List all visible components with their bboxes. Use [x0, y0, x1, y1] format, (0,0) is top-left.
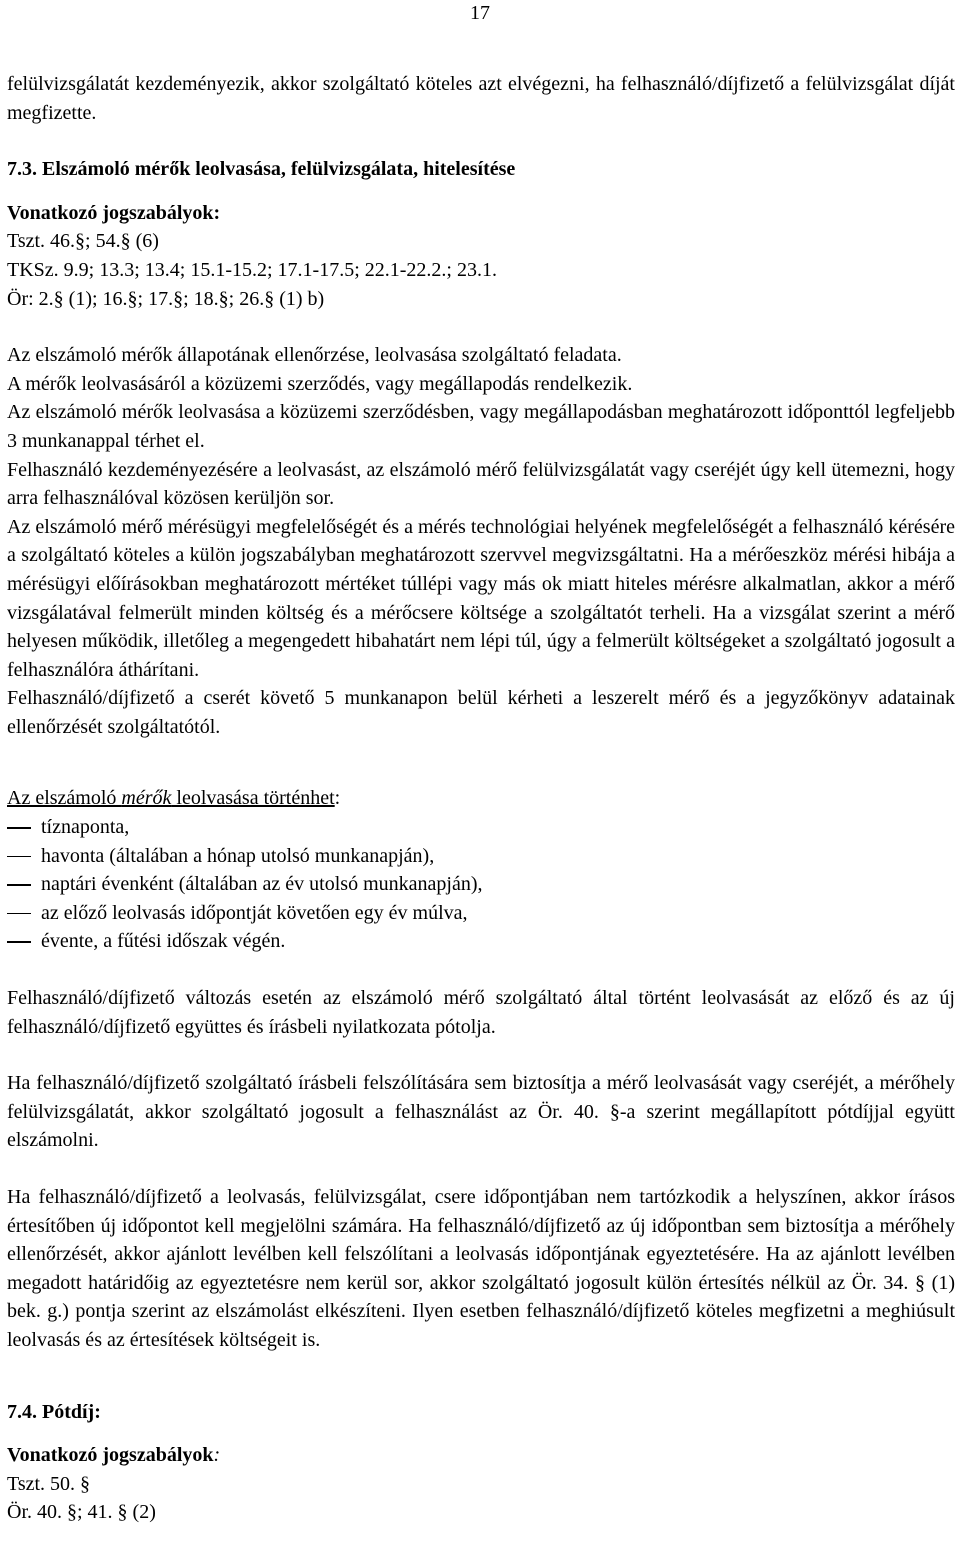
paragraph: Az elszámoló mérők állapotának ellenőrzése, leolvasása szolgáltató feladata.	[7, 344, 622, 367]
dash-bullet-icon	[7, 941, 31, 943]
list-item-text: naptári évenként (általában az év utolsó munkanapján),	[41, 873, 483, 896]
list-item-text: évente, a fűtési időszak végén.	[41, 930, 286, 953]
paragraph: Az elszámoló mérő mérésügyi megfelelőségét és a mérés technológiai helyének megfelelőségét a felhasználó kérésére a szolgáltató köteles a külön jogszabályban meghatározott szervvel megvizsgáltatni. Ha a mérőeszköz mérési hibája a mérésügyi előírásokban meghatározott mértéket túllépi vagy más ok miatt hiteles mérésre alkalmatlan, akkor a mérő vizsgálatával felmerült minden költség és a mérőcsere költsége a szolgáltatót terheli. Ha a vizsgálat szerint a mérő helyesen működik, illetőleg a megengedett hibahatárt nem lépi túl, úgy a felmerült költségeket a szolgáltató jogosult a felhasználóra áthárítani.	[7, 515, 955, 681]
paragraph: Ha felhasználó/díjfizető szolgáltató írásbeli felszólítására sem biztosítja a mérő leolvasását vagy cseréjét, a mérőhely felülvizsgálatát, akkor szolgáltató jogosult a felhasználást az Ör. 40. §-a szerint megállapított pótdíjjal együtt elszámolni.	[7, 1072, 955, 1152]
dash-bullet-icon	[7, 827, 31, 829]
laws-heading: Vonatkozó jogszabályok:	[7, 201, 221, 224]
paragraph: Felhasználó/díjfizető a cserét követő 5 munkanapon belül kérheti a leszerelt mérő és a jegyzőkönyv adatainak ellenőrzését szolgáltatótól.	[7, 687, 955, 738]
list-item	[7, 842, 955, 871]
section-7-3-heading: 7.3. Elszámoló mérők leolvasása, felülvizsgálata, hitelesítése	[7, 158, 516, 181]
page-number: 17	[470, 2, 490, 24]
laws-heading	[7, 1441, 955, 1470]
paragraph: Felhasználó/díjfizető változás esetén az elszámoló mérő szolgáltató által történt leolvasását az előző és az új felhasználó/díjfizető együttes és írásbeli nyilatkozata pótolja.	[7, 987, 955, 1038]
list-item-text: az előző leolvasás időpontját követően egy év múlva,	[41, 901, 468, 924]
dash-bullet-icon	[7, 856, 31, 858]
list-item-text: tíznaponta,	[41, 816, 130, 839]
section-7-4-heading: 7.4. Pótdíj:	[7, 1400, 101, 1423]
document-body	[7, 70, 955, 1527]
dash-bullet-icon	[7, 884, 31, 886]
reading-heading-part2: mérők	[121, 787, 172, 810]
law-reference: Tszt. 46.§; 54.§ (6)	[7, 230, 159, 253]
list-item	[7, 899, 955, 928]
list-item	[7, 927, 955, 956]
reading-options-list	[7, 813, 955, 956]
list-item	[7, 870, 955, 899]
paragraph: Az elszámoló mérők leolvasása a közüzemi szerződésben, vagy megállapodásban meghatározott időponttól legfeljebb 3 munkanappal térhet el.	[7, 401, 955, 452]
law-reference: TKSz. 9.9; 13.3; 13.4; 15.1-15.2; 17.1-17.5; 22.1-22.2.; 23.1.	[7, 258, 497, 281]
reading-heading-part3: leolvasása történhet	[171, 787, 335, 810]
laws-heading-text: Vonatkozó jogszabályok	[7, 1444, 214, 1467]
list-item-text: havonta (általában a hónap utolsó munkanapján),	[41, 844, 435, 867]
list-item	[7, 813, 955, 842]
reading-heading-part1: Az elszámoló	[7, 787, 122, 810]
laws-heading-colon: :	[213, 1444, 221, 1467]
paragraph: Felhasználó kezdeményezésére a leolvasást, az elszámoló mérő felülvizsgálatát vagy cseréjét úgy kell ütemezni, hogy arra felhasználóval közösen kerüljön sor.	[7, 458, 955, 510]
paragraph: A mérők leolvasásáról a közüzemi szerződés, vagy megállapodás rendelkezik.	[7, 372, 633, 395]
reading-heading-colon: :	[334, 787, 341, 810]
law-reference: Ör: 2.§ (1); 16.§; 17.§; 18.§; 26.§ (1) b)	[7, 287, 325, 310]
reading-options-heading	[7, 784, 955, 813]
paragraph: Ha felhasználó/díjfizető a leolvasás, felülvizsgálat, csere időpontjában nem tartózkodik a helyszínen, akkor írásos értesítőben új időpontot kell megjelölni számára. Ha felhasználó/díjfizető az új időpontban sem biztosítja a mérőhely ellenőrzését, akkor ajánlott levélben kell felszólítani a leolvasás időpontjának egyeztetésére. Ha az ajánlott levélben megadott határidőig az egyeztetésre nem kerül sor, akkor szolgáltató jogosult külön értesítés nélkül az Ör. 34. § (1) bek. g.) pontja szerint az elszámolást elkészíteni. Ilyen esetben felhasználó/díjfizető köteles megfizetni a meghiúsult leolvasás és az értesítések költségeit is.	[7, 1186, 955, 1351]
intro-paragraph: felülvizsgálatát kezdeményezik, akkor szolgáltató köteles azt elvégezni, ha felhasználó/díjfizető a felülvizsgálat díját megfizette.	[7, 73, 955, 124]
law-reference: Ör. 40. §; 41. § (2)	[7, 1501, 156, 1524]
dash-bullet-icon	[7, 913, 31, 915]
law-reference: Tszt. 50. §	[7, 1472, 91, 1495]
